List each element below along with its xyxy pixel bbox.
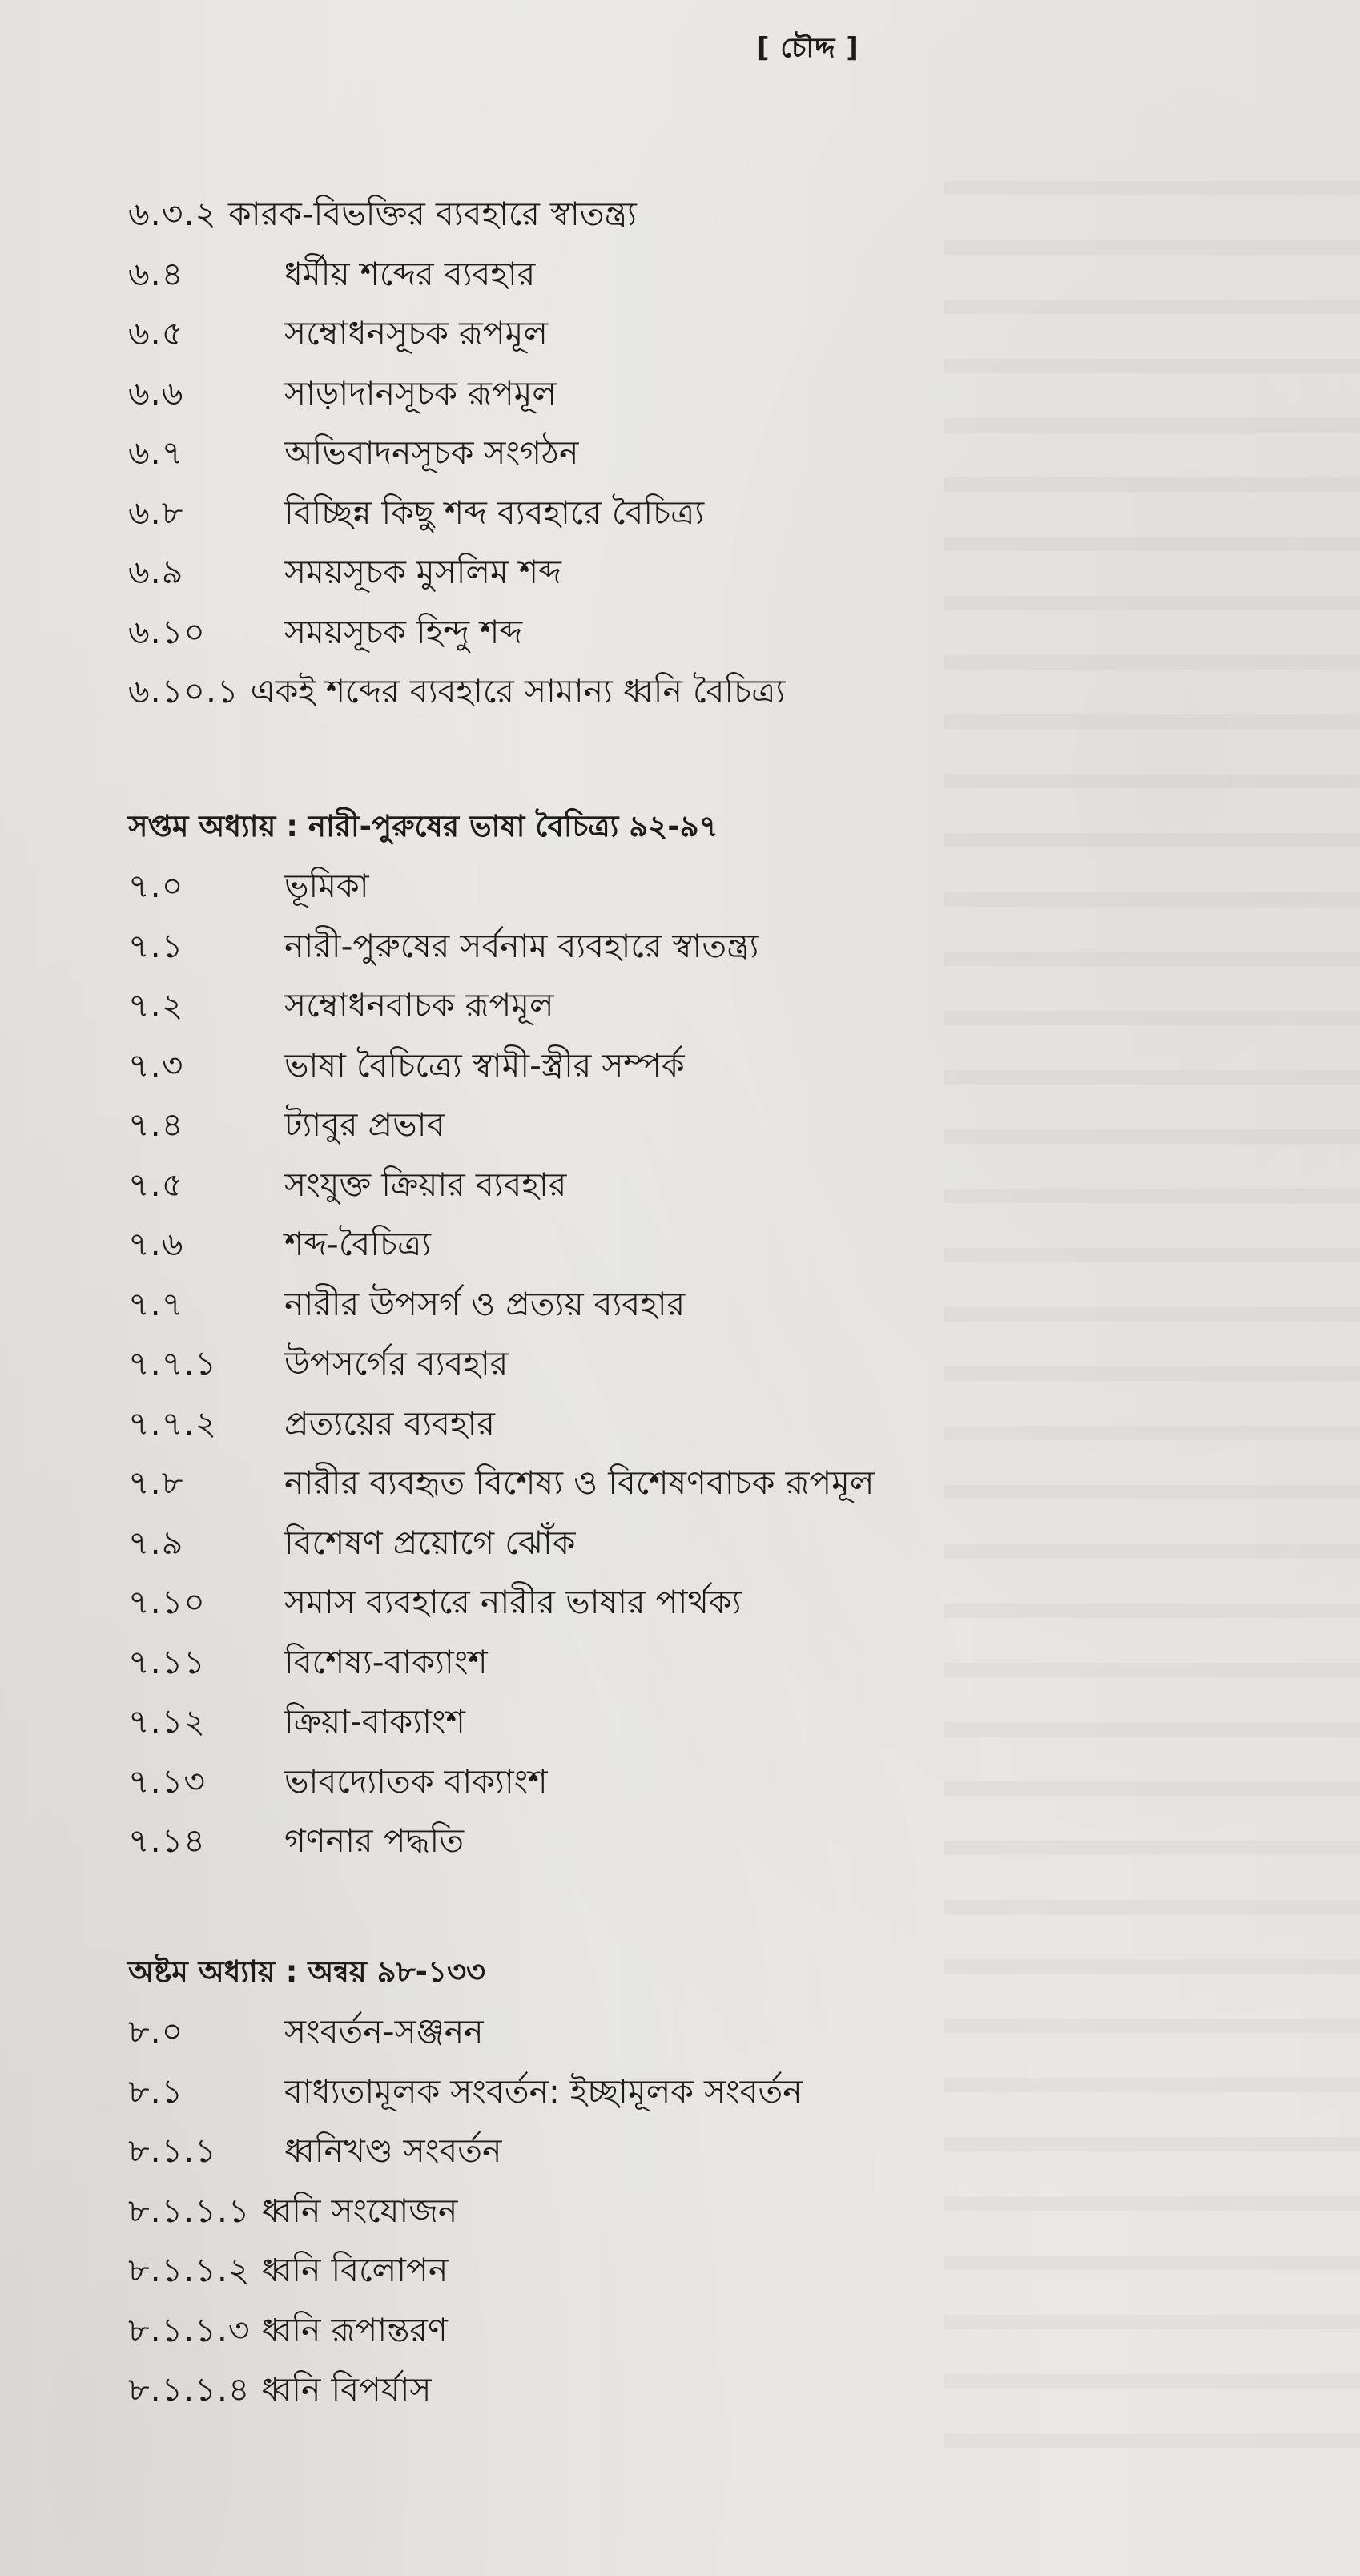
toc-number: ৭.৭ [128,1284,184,1323]
toc-title: বাধ্যতামূলক সংবর্তন: ইচ্ছামূলক সংবর্তন [284,2071,803,2111]
toc-title: নারী-পুরুষের সর্বনাম ব্যবহারে স্বাতন্ত্র্য [284,926,759,965]
toc-row [128,423,1298,483]
toc-row [128,1692,1298,1752]
toc-title: ভূমিকা [284,867,369,905]
toc-section-chapter-7 [128,797,1298,1871]
toc-row [128,1632,1298,1693]
toc-number: ৮.০ [128,2012,184,2051]
toc-title: ধ্বনি সংযোজন [261,2191,458,2230]
toc-row [128,2300,1298,2361]
toc-number: ৭.১০ [128,1583,206,1621]
toc-number: ৭.৪ [128,1105,184,1144]
toc-title: সংযুক্ত ক্রিয়ার ব্যবহার [284,1165,567,1204]
toc-row [128,2240,1298,2300]
toc-title: ধ্বনি বিপর্যাস [261,2370,432,2409]
toc-title: বিশেষণ প্রয়োগে ঝোঁক [284,1523,576,1562]
toc-number: ৭.৩ [128,1045,184,1085]
toc-number: ৭.৭.২ [128,1403,218,1443]
toc-number: ৮.১.১.১ [128,2191,251,2230]
toc-section-chapter-6 [128,184,1298,722]
toc-number: ৭.২ [128,986,184,1024]
toc-title: সংবর্তন-সঞ্জনন [284,2012,484,2051]
toc-row [128,662,1298,722]
toc-number: ৭.১৩ [128,1761,206,1801]
toc-number: ৬.৫ [128,314,184,352]
toc-row [128,2181,1298,2241]
toc-number: ৬.৭ [128,433,184,472]
toc-title: কারক-বিভক্তির ব্যবহারে স্বাতন্ত্র্য [228,195,637,233]
toc-row [128,1274,1298,1334]
toc-number: ৭.১১ [128,1642,206,1681]
toc-title: ধ্বনি বিলোপন [261,2251,449,2289]
toc-row [128,304,1298,364]
toc-row [128,1095,1298,1155]
toc-row [128,483,1298,543]
toc-row [128,542,1298,602]
chapter-heading: সপ্তম অধ্যায় : নারী-পুরুষের ভাষা বৈচিত্র্য ৯২-৯৭ [128,809,718,843]
toc-row [128,364,1298,424]
toc-number: ৭.৬ [128,1225,184,1263]
toc-title: সম্বোধনবাচক রূপমূল [284,986,554,1024]
toc-row [128,1334,1298,1394]
toc-title: গণনার পদ্ধতি [284,1821,465,1860]
toc-number: ৬.১০ [128,612,206,651]
toc-row [128,1214,1298,1274]
toc-row [128,1453,1298,1513]
toc-number: ৮.১.১.৪ [128,2370,251,2409]
toc-row [128,2062,1298,2122]
toc-title: ধর্মীয় শব্দের ব্যবহার [284,254,536,293]
toc-row [128,184,1298,244]
toc-title: নারীর উপসর্গ ও প্রত্যয় ব্যবহার [284,1284,686,1323]
toc-row [128,2360,1298,2420]
toc-number: ৬.৩.২ [128,195,218,233]
toc-row [128,1572,1298,1632]
toc-title: ক্রিয়া-বাক্যাংশ [284,1702,465,1741]
toc-row [128,2121,1298,2181]
toc-number: ৭.৮ [128,1463,184,1502]
toc-row [128,244,1298,304]
toc-title: সময়সূচক হিন্দু শব্দ [284,612,523,651]
toc-number: ৮.১.১.২ [128,2251,251,2289]
toc-row [128,916,1298,976]
toc-title: ধ্বনি রূপান্তরণ [261,2310,448,2349]
toc-row [128,1811,1298,1871]
toc-number: ৬.৯ [128,553,184,591]
toc-row [128,1036,1298,1096]
toc-number: ৮.১.১.৩ [128,2310,251,2349]
toc-row [128,1752,1298,1812]
toc-row [128,1155,1298,1215]
toc-title: বিচ্ছিন্ন কিছু শব্দ ব্যবহারে বৈচিত্র্য [284,493,705,532]
toc-number: ৬.৪ [128,254,184,293]
toc-row [128,976,1298,1036]
toc-row [128,1513,1298,1573]
toc-title: ভাবদ্যোতক বাক্যাংশ [284,1761,548,1801]
toc-row [128,602,1298,662]
toc-title: ধ্বনিখণ্ড সংবর্তন [284,2131,502,2170]
toc-title: সময়সূচক মুসলিম শব্দ [284,553,561,591]
toc-number: ৭.১২ [128,1702,206,1741]
toc-title: ট্যাবুর প্রভাব [284,1105,445,1144]
toc-number: ৬.১০.১ [128,672,239,710]
toc-section-chapter-8 [128,1942,1298,2420]
toc-title: সমাস ব্যবহারে নারীর ভাষার পার্থক্য [284,1583,742,1621]
toc-title: প্রত্যয়ের ব্যবহার [284,1403,495,1443]
chapter-heading: অষ্টম অধ্যায় : অন্বয় ৯৮-১৩৩ [128,1954,486,1989]
toc-title: অভিবাদনসূচক সংগঠন [284,433,579,472]
toc-number: ৬.৮ [128,493,184,532]
toc-title: শব্দ-বৈচিত্র্য [284,1225,432,1263]
toc-number: ৮.১.১ [128,2131,217,2170]
toc-title: একই শব্দের ব্যবহারে সামান্য ধ্বনি বৈচিত্র্য [250,672,786,710]
toc-number: ৭.৯ [128,1523,184,1562]
toc-row [128,2002,1298,2062]
toc-title: ভাষা বৈচিত্র্যে স্বামী-স্ত্রীর সম্পর্ক [284,1045,685,1085]
toc-title: উপসর্গের ব্যবহার [284,1344,509,1383]
toc-number: ৭.৭.১ [128,1344,217,1383]
toc-number: ৬.৬ [128,373,184,413]
toc-number: ৭.০ [128,867,184,905]
toc-title: সাড়াদানসূচক রূপমূল [284,373,557,413]
toc-row [128,1394,1298,1454]
toc-row [128,856,1298,916]
toc-number: ৮.১ [128,2071,184,2111]
toc-number: ৭.৫ [128,1165,184,1204]
toc-title: বিশেষ্য-বাক্যাংশ [284,1642,488,1681]
page-number: [ চৌদ্দ ] [757,32,859,64]
toc-title: নারীর ব্যবহৃত বিশেষ্য ও বিশেষণবাচক রূপমূল [284,1463,875,1502]
toc-number: ৭.১ [128,926,184,965]
toc-number: ৭.১৪ [128,1821,206,1860]
toc-title: সম্বোধনসূচক রূপমূল [284,314,548,352]
